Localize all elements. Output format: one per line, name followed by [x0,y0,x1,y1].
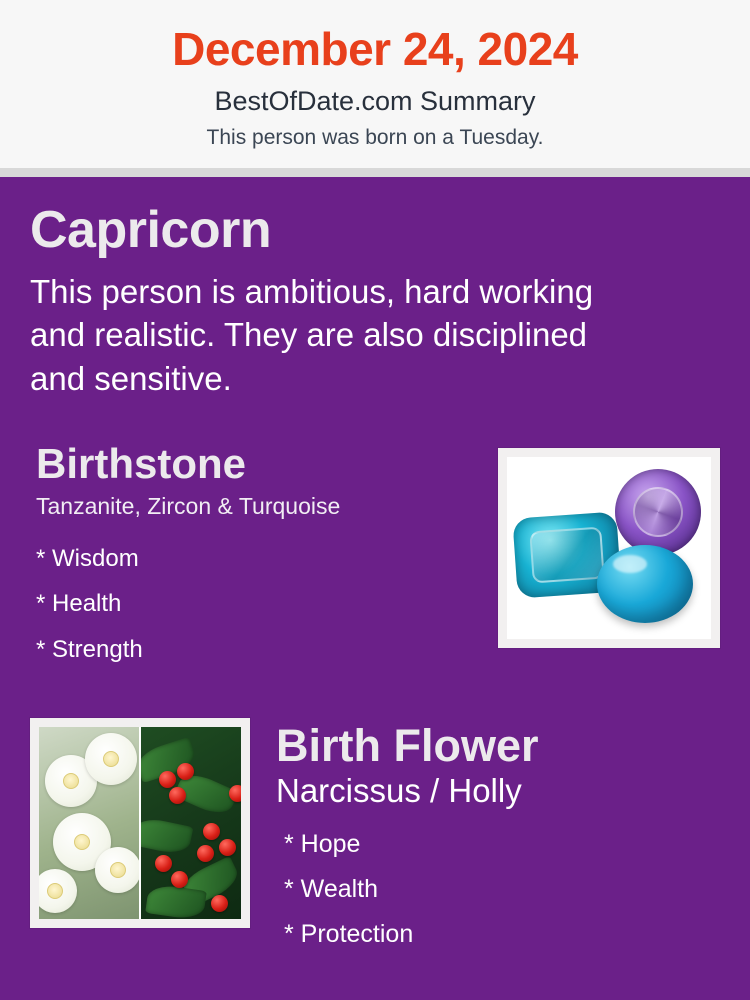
holly-leaf-icon [141,816,193,857]
birthstone-title: Birthstone [36,440,246,488]
birth-flower-trait: * Wealth [284,874,379,903]
holly-berry-icon [169,787,186,804]
birth-flower-trait: * Protection [284,919,414,948]
birthstone-text [30,442,498,672]
birthstone-trait: * Wisdom [36,544,139,572]
zodiac-section [30,203,720,400]
summary-subtitle: BestOfDate.com Summary [214,85,536,116]
birth-flower-section [30,718,720,956]
birthstone-photo-canvas [507,457,711,639]
holly-berry-icon [155,855,172,872]
narcissus-photo-half [39,727,139,919]
zodiac-description: This person is ambitious, hard working and realistic. They are also disciplined and sensitive. [30,272,594,397]
birth-flower-photo-canvas [39,727,241,919]
header [0,0,750,168]
holly-berry-icon [203,823,220,840]
birth-flower-trait: * Hope [284,829,361,858]
birth-flower-subtitle: Narcissus / Holly [276,771,522,809]
flower-petal-icon [85,733,137,785]
gem-cabochon-icon [597,545,693,623]
birthstone-section [30,442,720,672]
holly-berry-icon [159,771,176,788]
birth-flower-title: Birth Flower [276,720,539,772]
birthstone-subtitle: Tanzanite, Zircon & Turquoise [36,492,341,519]
birthstone-trait: * Health [36,590,122,618]
holly-berry-icon [229,785,241,802]
birth-flower-text [250,718,720,956]
page-title: December 24, 2024 [172,23,578,75]
header-divider [0,168,750,177]
flower-petal-icon [95,847,139,893]
flower-petal-icon [39,869,77,913]
birthstone-trait: * Strength [36,635,143,663]
holly-berry-icon [219,839,236,856]
birthstone-traits [36,536,498,673]
body-content [0,177,750,956]
holly-berry-icon [197,845,214,862]
birth-flower-traits [276,822,720,957]
zodiac-sign-name: Capricorn [30,201,272,260]
birthstone-photo [498,448,720,648]
holly-photo-half [141,727,241,919]
born-day-text: This person was born on a Tuesday. [206,125,544,149]
birth-flower-photo [30,718,250,928]
holly-berry-icon [211,895,228,912]
gem-round-icon [615,469,701,555]
